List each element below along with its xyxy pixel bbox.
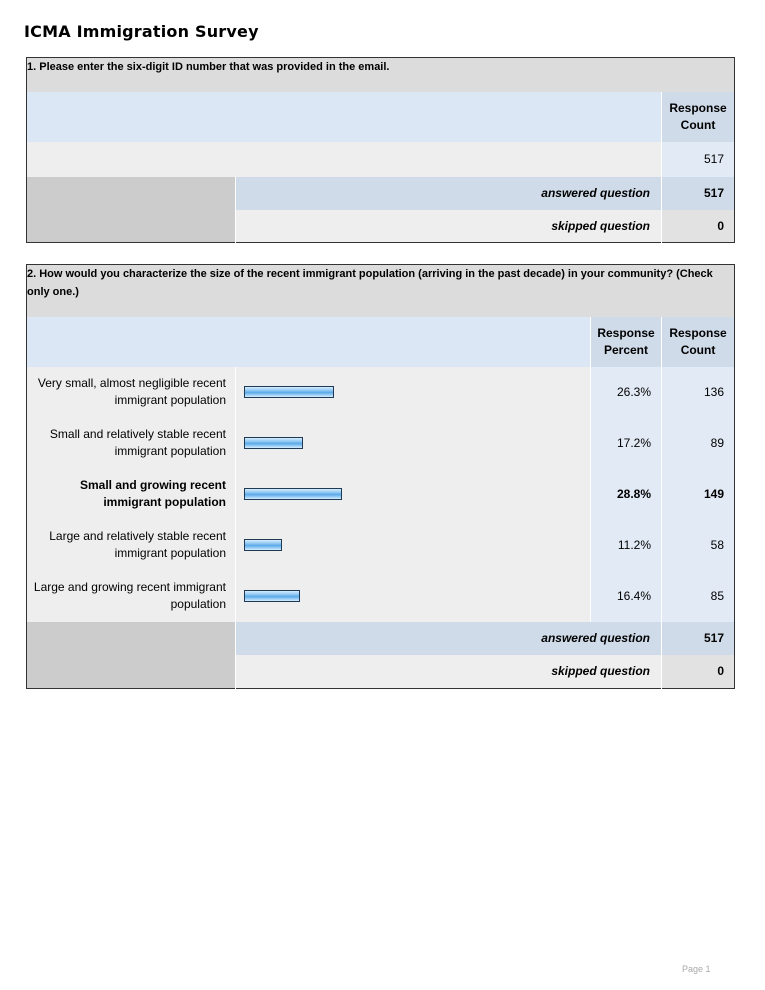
option-percent: 11.2% [591, 520, 662, 571]
option-bar-cell [236, 520, 591, 571]
skipped-question-label: skipped question [236, 210, 662, 243]
answered-question-count: 517 [662, 622, 735, 655]
option-label: Small and relatively stable recent immigrant population [27, 418, 236, 469]
answered-question-count: 517 [662, 177, 735, 210]
page-number: Page 1 [682, 964, 711, 974]
option-percent: 26.3% [591, 367, 662, 418]
option-bar [244, 437, 303, 449]
option-count: 136 [662, 367, 735, 418]
option-count: 58 [662, 520, 735, 571]
option-percent: 16.4% [591, 571, 662, 622]
header-spacer [27, 92, 662, 142]
summary-spacer [27, 210, 236, 243]
question-1-table [26, 57, 735, 243]
option-bar [244, 488, 342, 500]
option-label: Large and relatively stable recent immigrant population [27, 520, 236, 571]
option-percent: 28.8% [591, 469, 662, 520]
answered-question-label: answered question [236, 622, 662, 655]
response-count-header: Response Count [662, 317, 735, 367]
response-cell [27, 142, 662, 177]
summary-spacer [27, 177, 236, 210]
option-bar [244, 539, 282, 551]
answered-question-label: answered question [236, 177, 662, 210]
summary-spacer [27, 655, 236, 689]
response-count-header: Response Count [662, 92, 735, 142]
option-label: Small and growing recent immigrant population [27, 469, 236, 520]
skipped-question-count: 0 [662, 655, 735, 689]
option-label: Very small, almost negligible recent immigrant population [27, 367, 236, 418]
option-bar-cell [236, 418, 591, 469]
option-label: Large and growing recent immigrant population [27, 571, 236, 622]
question-2-table [26, 264, 735, 689]
question-1-text: 1. Please enter the six-digit ID number that was provided in the email. [27, 58, 735, 92]
document-title: ICMA Immigration Survey [24, 22, 259, 41]
question-2-text: 2. How would you characterize the size of the recent immigrant population (arriving in the past decade) in your community? (Check only one.) [27, 265, 735, 317]
option-bar [244, 386, 334, 398]
option-count: 85 [662, 571, 735, 622]
option-count: 89 [662, 418, 735, 469]
skipped-question-count: 0 [662, 210, 735, 243]
option-bar [244, 590, 300, 602]
response-percent-header: Response Percent [591, 317, 662, 367]
skipped-question-label: skipped question [236, 655, 662, 689]
response-count-value: 517 [662, 142, 735, 177]
option-bar-cell [236, 469, 591, 520]
option-count: 149 [662, 469, 735, 520]
summary-spacer [27, 622, 236, 655]
header-spacer [27, 317, 591, 367]
option-bar-cell [236, 571, 591, 622]
option-bar-cell [236, 367, 591, 418]
option-percent: 17.2% [591, 418, 662, 469]
